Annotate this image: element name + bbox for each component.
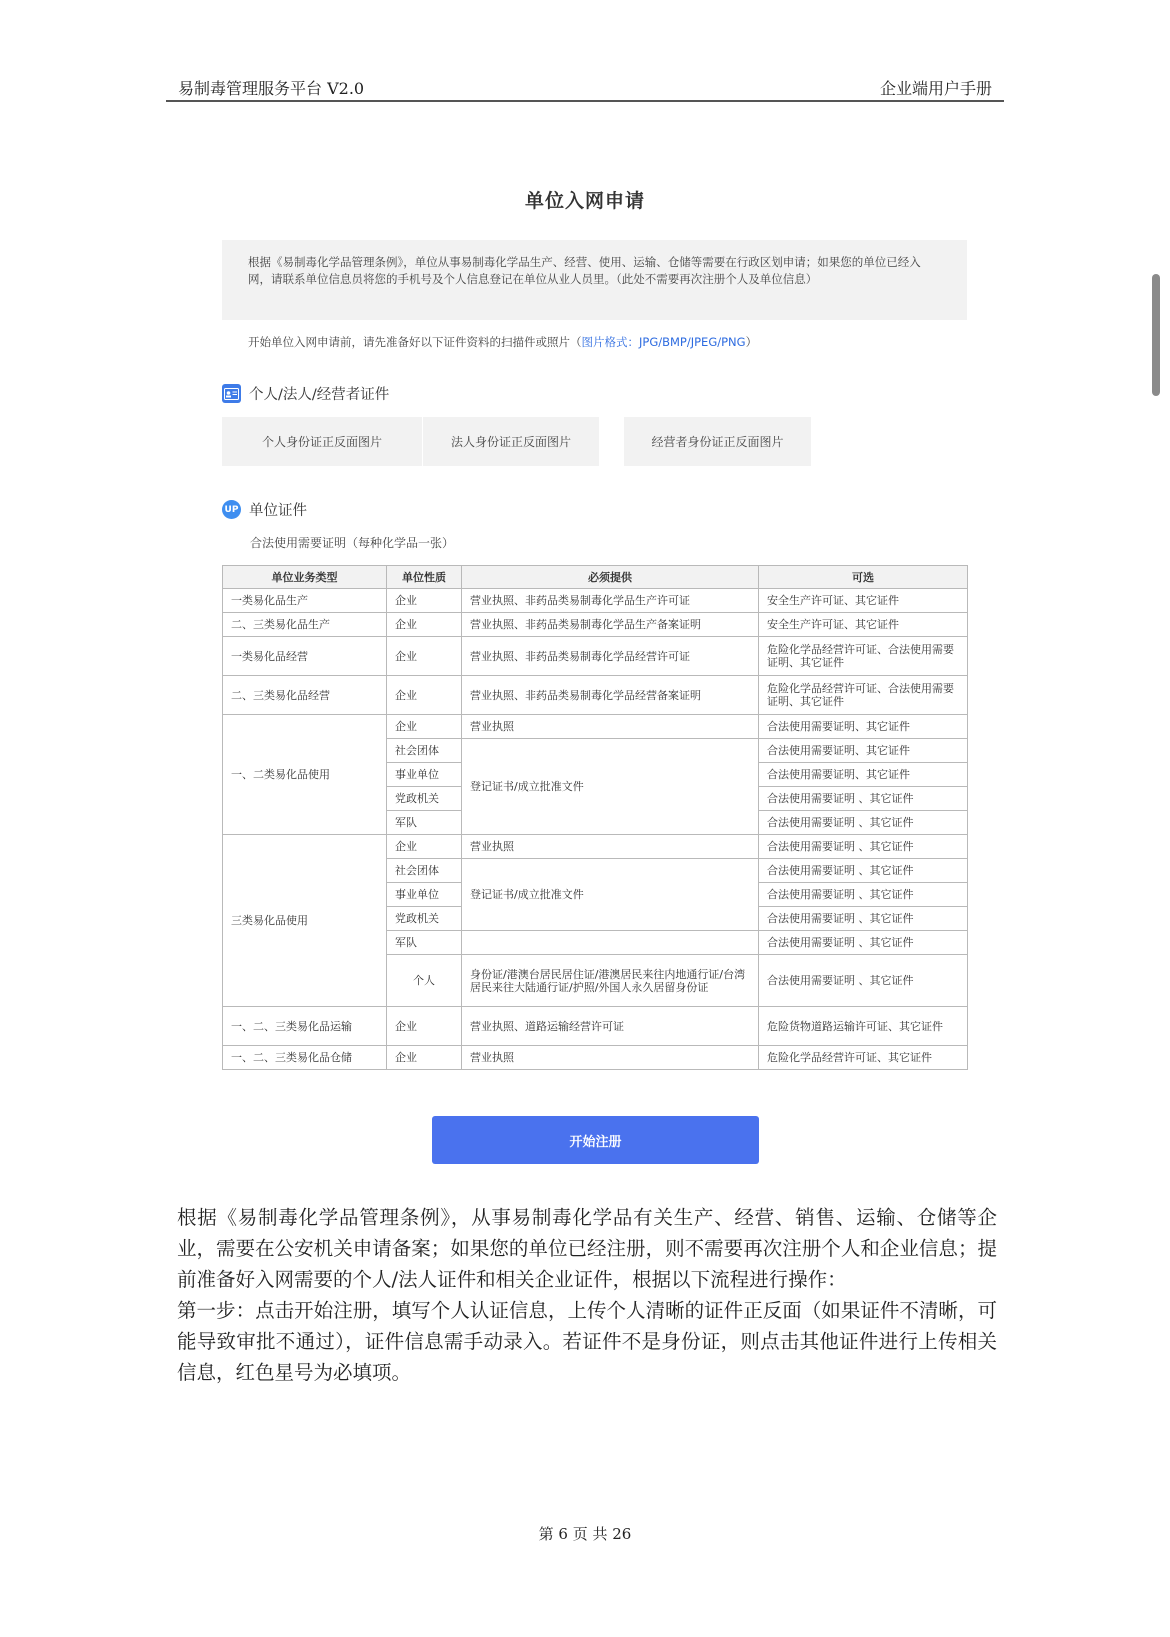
cell-business-type: 一、二、三类易化品运输 xyxy=(223,1007,387,1046)
table-row xyxy=(223,676,968,715)
cell-unit-nature: 社会团体 xyxy=(387,859,462,883)
prep-line xyxy=(248,334,757,350)
cell-unit-nature: 个人 xyxy=(387,955,462,1007)
cell-optional: 危险化学品经营许可证、合法使用需要证明、其它证件 xyxy=(759,637,968,676)
cell-required: 营业执照 xyxy=(462,1046,759,1070)
cell-optional: 合法使用需要证明 、其它证件 xyxy=(759,955,968,1007)
table-row xyxy=(223,613,968,637)
cell-optional: 合法使用需要证明 、其它证件 xyxy=(759,811,968,835)
table-row xyxy=(223,1046,968,1070)
prep-prefix: 开始单位入网申请前，请先准备好以下证件资料的扫描件或照片（ xyxy=(248,335,582,349)
unit-icon: UP xyxy=(222,500,241,519)
operator-id-upload-button[interactable] xyxy=(624,417,811,466)
unit-cert-section-head xyxy=(222,499,307,520)
cell-business-type: 三类易化品使用 xyxy=(223,835,387,1007)
col-header-unit-nature: 单位性质 xyxy=(387,566,462,589)
table-row xyxy=(223,637,968,676)
personal-cert-section-title: 个人/法人/经营者证件 xyxy=(249,387,390,403)
cell-unit-nature: 军队 xyxy=(387,811,462,835)
cell-optional: 合法使用需要证明 、其它证件 xyxy=(759,835,968,859)
header-manual-title: 企业端用户手册 xyxy=(879,79,992,98)
cell-required: 营业执照、非药品类易制毒化学品经营许可证 xyxy=(462,637,759,676)
header-doc-title: 易制毒管理服务平台 V2.0 xyxy=(178,79,365,98)
cell-business-type: 二、三类易化品生产 xyxy=(223,613,387,637)
cell-business-type: 一类易化品经营 xyxy=(223,637,387,676)
cell-optional: 合法使用需要证明、其它证件 xyxy=(759,739,968,763)
table-row xyxy=(223,1007,968,1046)
cell-unit-nature: 企业 xyxy=(387,613,462,637)
cell-optional: 危险货物道路运输许可证、其它证件 xyxy=(759,1007,968,1046)
cell-required: 营业执照 xyxy=(462,715,759,739)
notice-box xyxy=(222,240,967,320)
cell-required: 营业执照 xyxy=(462,835,759,859)
cell-unit-nature: 企业 xyxy=(387,676,462,715)
personal-cert-section-head xyxy=(222,383,389,404)
cell-required-empty xyxy=(462,931,759,955)
cell-unit-nature: 党政机关 xyxy=(387,787,462,811)
cell-optional: 合法使用需要证明、其它证件 xyxy=(759,715,968,739)
table-row xyxy=(223,589,968,613)
legal-id-upload-label: 法人身份证正反面图片 xyxy=(450,435,571,449)
id-card-icon xyxy=(222,384,241,403)
table-row xyxy=(223,715,968,739)
cell-required: 营业执照、非药品类易制毒化学品生产许可证 xyxy=(462,589,759,613)
start-registration-button[interactable] xyxy=(432,1116,759,1164)
cell-optional: 合法使用需要证明 、其它证件 xyxy=(759,787,968,811)
cell-business-type: 一类易化品生产 xyxy=(223,589,387,613)
scrollbar-thumb[interactable] xyxy=(1152,274,1160,396)
cell-required: 登记证书/成立批准文件 xyxy=(462,859,759,931)
cell-unit-nature: 企业 xyxy=(387,1046,462,1070)
cell-unit-nature: 企业 xyxy=(387,637,462,676)
start-registration-label: 开始注册 xyxy=(569,1134,622,1150)
unit-cert-note: 合法使用需要证明（每种化学品一张） xyxy=(250,536,455,550)
col-header-required: 必须提供 xyxy=(462,566,759,589)
cell-business-type: 一、二、三类易化品仓储 xyxy=(223,1046,387,1070)
notice-text: 根据《易制毒化学品管理条例》，单位从事易制毒化学品生产、经营、使用、运输、仓储等需要在行政区划申请；如果您的单位已经入网，请联系单位信息员将您的手机号及个人信息登记在单位从业人员里。（此处不需要再次注册个人及单位信息） xyxy=(248,255,921,286)
unit-cert-section-title: 单位证件 xyxy=(249,503,307,519)
cell-unit-nature: 企业 xyxy=(387,1007,462,1046)
cell-required: 营业执照、非药品类易制毒化学品经营备案证明 xyxy=(462,676,759,715)
table-header-row xyxy=(223,566,968,589)
certificate-requirements-table xyxy=(222,565,968,1070)
page-footer: 第 6 页 共 26 xyxy=(538,1525,632,1543)
cell-unit-nature: 事业单位 xyxy=(387,763,462,787)
cell-unit-nature: 党政机关 xyxy=(387,907,462,931)
cell-business-type: 二、三类易化品经营 xyxy=(223,676,387,715)
legal-id-upload-button[interactable] xyxy=(423,417,599,466)
cell-unit-nature: 社会团体 xyxy=(387,739,462,763)
cell-business-type: 一、二类易化品使用 xyxy=(223,715,387,835)
col-header-optional: 可选 xyxy=(759,566,968,589)
cell-optional: 安全生产许可证、其它证件 xyxy=(759,613,968,637)
cell-unit-nature: 企业 xyxy=(387,589,462,613)
prep-suffix: ） xyxy=(745,335,758,349)
cell-optional: 合法使用需要证明 、其它证件 xyxy=(759,859,968,883)
form-title: 单位入网申请 xyxy=(524,190,645,212)
cell-optional: 安全生产许可证、其它证件 xyxy=(759,589,968,613)
cell-optional: 危险化学品经营许可证、合法使用需要证明、其它证件 xyxy=(759,676,968,715)
personal-id-upload-button[interactable] xyxy=(222,417,422,466)
cell-optional: 合法使用需要证明、其它证件 xyxy=(759,763,968,787)
cell-unit-nature: 企业 xyxy=(387,715,462,739)
cell-unit-nature: 事业单位 xyxy=(387,883,462,907)
cell-required: 身份证/港澳台居民居住证/港澳居民来往内地通行证/台湾居民来往大陆通行证/护照/外国人永久居留身份证 xyxy=(462,955,759,1007)
cell-optional: 合法使用需要证明 、其它证件 xyxy=(759,931,968,955)
personal-id-upload-label: 个人身份证正反面图片 xyxy=(261,435,382,449)
cell-required: 营业执照、非药品类易制毒化学品生产备案证明 xyxy=(462,613,759,637)
cell-required: 营业执照、道路运输经营许可证 xyxy=(462,1007,759,1046)
cell-unit-nature: 军队 xyxy=(387,931,462,955)
page-header xyxy=(166,74,1004,102)
body-paragraph: 第一步：点击开始注册，填写个人认证信息，上传个人清晰的证件正反面（如果证件不清晰，可能导致审批不通过），证件信息需手动录入。若证件不是身份证，则点击其他证件进行上传相关信息，红色星号为必填项。 xyxy=(177,1299,997,1384)
cell-unit-nature: 企业 xyxy=(387,835,462,859)
cell-optional: 危险化学品经营许可证、其它证件 xyxy=(759,1046,968,1070)
cell-optional: 合法使用需要证明 、其它证件 xyxy=(759,907,968,931)
body-text xyxy=(177,1202,997,1388)
cell-optional: 合法使用需要证明 、其它证件 xyxy=(759,883,968,907)
cell-required: 登记证书/成立批准文件 xyxy=(462,739,759,835)
col-header-business-type: 单位业务类型 xyxy=(223,566,387,589)
table-row xyxy=(223,835,968,859)
image-format-note: 图片格式：JPG/BMP/JPEG/PNG xyxy=(581,335,746,349)
operator-id-upload-label: 经营者身份证正反面图片 xyxy=(651,435,784,449)
body-paragraph: 根据《易制毒化学品管理条例》，从事易制毒化学品有关生产、经营、销售、运输、仓储等企业，需要在公安机关申请备案；如果您的单位已经注册，则不需要再次注册个人和企业信息；提前准备好入网需要的个人/法人证件和相关企业证件，根据以下流程进行操作： xyxy=(177,1206,997,1291)
